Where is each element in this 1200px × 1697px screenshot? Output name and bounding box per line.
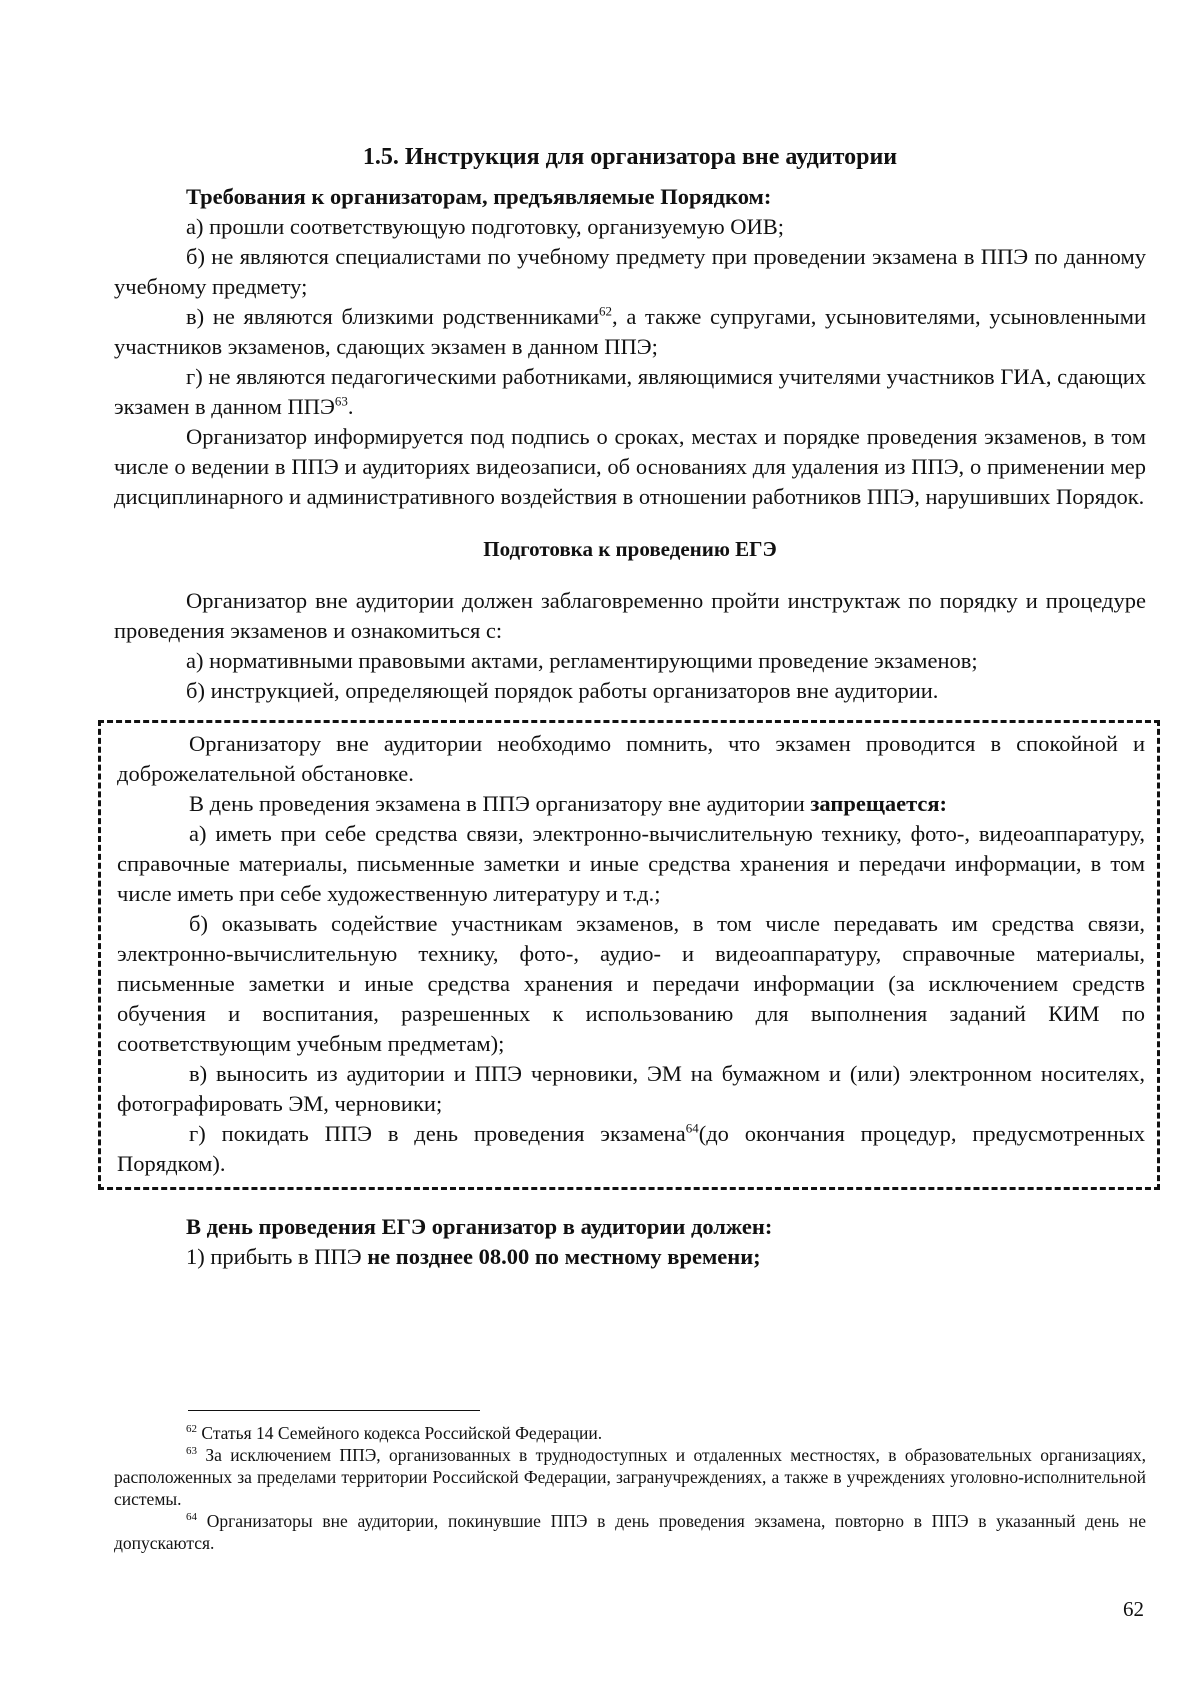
preparation-item-a: а) нормативными правовыми актами, регламентирующими проведение экзаменов; — [186, 648, 978, 673]
footnote-63 — [114, 1444, 1146, 1510]
preparation-intro: Организатор вне аудитории должен заблаговременно пройти инструктаж по порядку и процедуре проведения экзаменов и ознакомиться с: — [114, 588, 1146, 643]
exam-day-item-1-number: 1) — [186, 1244, 205, 1269]
requirement-a: а) прошли соответствующую подготовку, организуемую ОИВ; — [186, 214, 785, 239]
footnote-ref-64[interactable]: 64 — [685, 1120, 699, 1136]
footnote-63-number: 63 — [186, 1445, 197, 1458]
requirement-v — [114, 302, 1146, 362]
footnote-ref-63[interactable]: 63 — [334, 393, 348, 409]
exam-day-item-1 — [114, 1242, 1146, 1272]
page-body — [114, 140, 1146, 1272]
footnote-64-number: 64 — [186, 1511, 197, 1524]
prohibitions-notice-box — [98, 720, 1160, 1190]
prohibited-label: запрещается: — [810, 791, 948, 816]
information-paragraph: Организатор информируется под подпись о сроках, местах и порядке проведения экзаменов, в том числе о ведении в ППЭ и аудиториях видеозаписи, об основаниях для удаления из ППЭ, о применении мер дисциплинарного и административного воздействия в отношении работников ППЭ, нарушивших Порядок. — [114, 424, 1146, 509]
requirement-g — [114, 362, 1146, 422]
requirement-g-text: г) не являются педагогическими работниками, являющимися учителями участников ГИА, сдающих экзамен в данном ППЭ — [114, 364, 1146, 419]
page-number: 62 — [1123, 1597, 1144, 1621]
notice-paragraph-2 — [117, 789, 1145, 819]
footnote-62 — [114, 1422, 1146, 1444]
prohibition-v: в) выносить из аудитории и ППЭ черновики, ЭМ на бумажном и (или) электронном носителях, фотографировать ЭМ, черновики; — [117, 1061, 1145, 1116]
footnotes — [114, 1422, 1146, 1554]
footnote-ref-62[interactable]: 62 — [599, 303, 613, 319]
prohibition-g — [117, 1119, 1145, 1179]
requirement-b: б) не являются специалистами по учебному предмету при проведении экзамена в ППЭ по данному учебному предмету; — [114, 244, 1146, 299]
preparation-heading: Подготовка к проведению ЕГЭ — [483, 537, 777, 561]
exam-day-item-1-text: прибыть в ППЭ — [204, 1244, 368, 1269]
requirements-title: Требования к организаторам, предъявляемые Порядком: — [186, 184, 772, 209]
prohibition-g-text-end: (до окончания процедур, предусмотренных Порядком). — [117, 1121, 1145, 1176]
notice-paragraph-2-text: В день проведения экзамена в ППЭ организатору вне аудитории — [189, 791, 811, 816]
footnote-64 — [114, 1510, 1146, 1554]
prohibition-b: б) оказывать содействие участникам экзаменов, в том числе передавать им средства связи, электронно-вычислительную технику, фото-, аудио- и видеоаппаратуру, справочные материалы, письменные заметки и иные средства хранения и передачи информации (за исключением средств обучения и воспитания, разрешенных к использованию для выполнения заданий КИМ по соответствующим учебным предметам); — [117, 911, 1145, 1056]
prohibition-g-text: г) покидать ППЭ в день проведения экзамена — [189, 1121, 686, 1146]
preparation-item-b: б) инструкцией, определяющей порядок работы организаторов вне аудитории. — [186, 678, 939, 703]
section-heading: 1.5. Инструкция для организатора вне аудитории — [362, 144, 898, 170]
footnote-62-text: Статья 14 Семейного кодекса Российской Федерации. — [197, 1423, 603, 1443]
notice-paragraph-1: Организатору вне аудитории необходимо помнить, что экзамен проводится в спокойной и доброжелательной обстановке. — [117, 731, 1145, 786]
requirement-v-text-end: , а также супругами, усыновителями, усыновленными участников экзаменов, сдающих экзамен в данном ППЭ; — [114, 304, 1147, 359]
footnote-64-text: Организаторы вне аудитории, покинувшие ППЭ в день проведения экзамена, повторно в ППЭ в указанный день не допускаются. — [114, 1511, 1146, 1553]
requirement-v-text: в) не являются близкими родственниками — [186, 304, 600, 329]
footnote-62-number: 62 — [186, 1423, 197, 1436]
exam-day-title: В день проведения ЕГЭ организатор в аудитории должен: — [186, 1214, 773, 1239]
prohibition-a: а) иметь при себе средства связи, электронно-вычислительную технику, фото-, видеоаппаратуру, справочные материалы, письменные заметки и иные средства хранения и передачи информации, в том числе иметь при себе художественную литературу и т.д.; — [117, 821, 1145, 906]
requirement-g-text-end: . — [347, 394, 354, 419]
exam-day-item-1-deadline: не позднее 08.00 по местному времени; — [367, 1244, 761, 1269]
footnote-63-text: За исключением ППЭ, организованных в труднодоступных и отдаленных местностях, в образовательных организациях, расположенных за пределами территории Российской Федерации, загранучреждениях, а также в учреждениях уголовно-исполнительной системы. — [114, 1445, 1146, 1509]
footnote-separator — [188, 1410, 480, 1411]
